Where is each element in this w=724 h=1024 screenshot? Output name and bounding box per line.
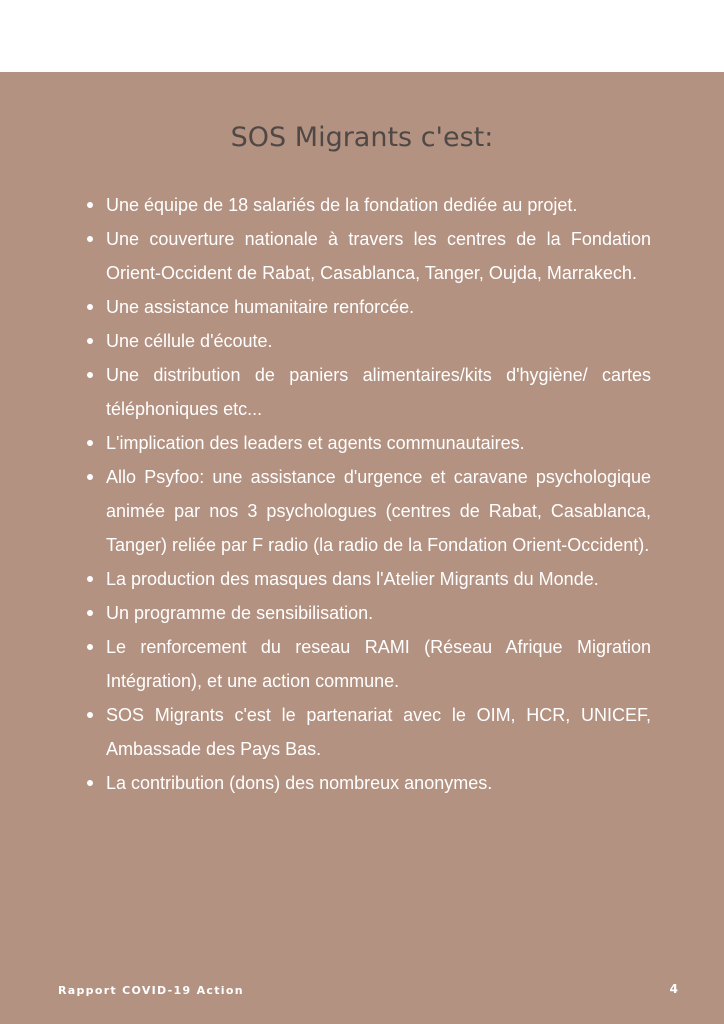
list-item: SOS Migrants c'est le partenariat avec le OIM, HCR, UNICEF, Ambassade des Pays Bas. [106,698,651,766]
page-title: SOS Migrants c'est: [230,122,494,153]
bullet-list [106,188,651,800]
list-item: Allo Psyfoo: une assistance d'urgence et caravane psychologique animée par nos 3 psychologues (centres de Rabat, Casablanca, Tanger) reliée par F radio (la radio de la Fondation Orient-Occident). [106,460,651,562]
list-item: La production des masques dans l'Atelier Migrants du Monde. [106,562,651,596]
list-item: Le renforcement du reseau RAMI (Réseau Afrique Migration Intégration), et une action commune. [106,630,651,698]
list-item: Un programme de sensibilisation. [106,596,651,630]
list-item: Une équipe de 18 salariés de la fondation dediée au projet. [106,188,651,222]
footer-report-label: Rapport COVID-19 Action [58,984,244,997]
list-item: L'implication des leaders et agents communautaires. [106,426,651,460]
list-item: La contribution (dons) des nombreux anonymes. [106,766,651,800]
list-item: Une céllule d'écoute. [106,324,651,358]
list-item: Une couverture nationale à travers les centres de la Fondation Orient-Occident de Rabat, Casablanca, Tanger, Oujda, Marrakech. [106,222,651,290]
list-item: Une assistance humanitaire renforcée. [106,290,651,324]
page-number: 4 [669,982,678,996]
list-item: Une distribution de paniers alimentaires/kits d'hygiène/ cartes téléphoniques etc... [106,358,651,426]
